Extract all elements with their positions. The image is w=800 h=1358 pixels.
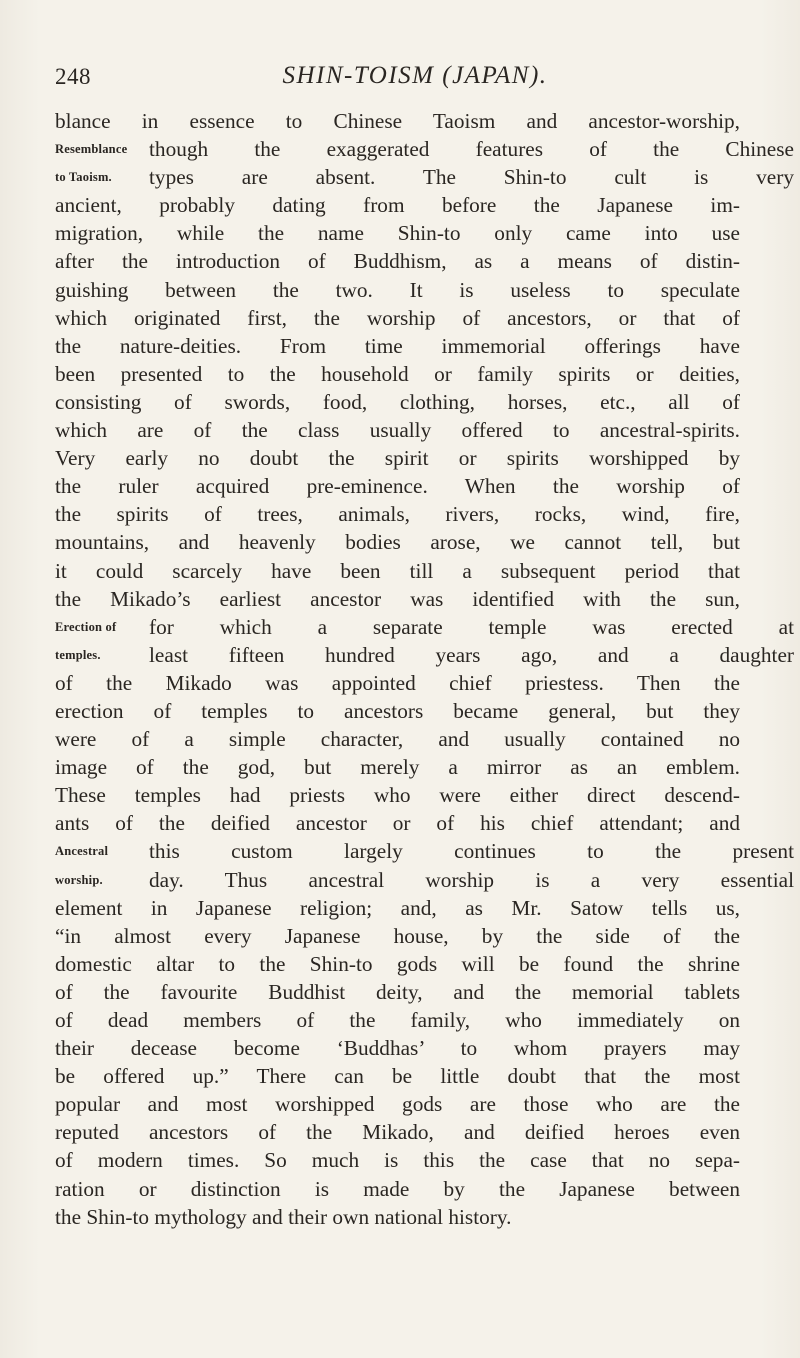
- line-text: the nature-deities. From time immemorial offerings have: [55, 333, 740, 358]
- text-line: [55, 444, 795, 472]
- line-text: ancient, probably dating from before the Japanese im-: [55, 193, 740, 218]
- text-line: [55, 1034, 795, 1062]
- text-line: [55, 1146, 795, 1174]
- line-text: been presented to the household or family spirits or deities,: [55, 361, 740, 386]
- marginal-note: to Taoism.: [55, 170, 112, 185]
- text-line: [55, 304, 795, 332]
- line-text: types are absent. The Shin-to cult is very: [149, 165, 794, 190]
- text-line: [55, 332, 795, 360]
- line-text: image of the god, but merely a mirror as an emblem.: [55, 755, 740, 780]
- text-line: [55, 641, 795, 669]
- line-text: this custom largely continues to the present: [149, 839, 794, 864]
- line-text: the ruler acquired pre-eminence. When the worship of: [55, 474, 740, 499]
- line-text: the spirits of trees, animals, rivers, rocks, wind, fire,: [55, 502, 740, 527]
- line-text: day. Thus ancestral worship is a very essential: [149, 867, 794, 892]
- line-text: be offered up.” There can be little doubt that the most: [55, 1064, 740, 1089]
- text-line: [55, 866, 795, 894]
- line-text: blance in essence to Chinese Taoism and ancestor-worship,: [55, 109, 740, 133]
- line-text: of the Mikado was appointed chief priestess. Then the: [55, 670, 740, 695]
- text-line: [55, 894, 795, 922]
- text-line: [55, 697, 795, 725]
- text-line: [55, 276, 795, 304]
- text-line: [55, 837, 795, 865]
- text-line: [55, 1118, 795, 1146]
- text-line: [55, 1062, 795, 1090]
- line-text: “in almost every Japanese house, by the side of the: [55, 923, 740, 948]
- line-text: of dead members of the family, who immediately on: [55, 1008, 740, 1032]
- line-text: though the exaggerated features of the Chinese: [149, 137, 794, 162]
- text-line: [55, 669, 795, 697]
- marginal-note: Ancestral: [55, 844, 109, 859]
- text-line: [55, 416, 795, 444]
- line-text: least fifteen hundred years ago, and a daughter: [149, 642, 794, 667]
- line-text: mountains, and heavenly bodies arose, we cannot tell, but: [55, 530, 740, 555]
- line-text: erection of temples to ancestors became general, but they: [55, 698, 740, 723]
- text-line: [55, 163, 795, 191]
- line-text: for which a separate temple was erected at: [149, 614, 794, 639]
- line-text: guishing between the two. It is useless to speculate: [55, 277, 740, 302]
- line-text: popular and most worshipped gods are those who are the: [55, 1092, 740, 1117]
- text-line: [55, 247, 795, 275]
- marginal-note: worship.: [55, 872, 103, 887]
- marginal-note: Erection of: [55, 619, 117, 634]
- line-text: the Shin-to mythology and their own national history.: [55, 1204, 512, 1229]
- running-title: SHIN-TOISM (JAPAN).: [282, 62, 548, 89]
- text-line: [55, 781, 795, 809]
- marginal-note: Resemblance: [55, 142, 128, 157]
- text-line: [55, 922, 795, 950]
- text-line: [55, 753, 795, 781]
- line-text: the Mikado’s earliest ancestor was identified with the sun,: [55, 586, 740, 611]
- text-line: [55, 978, 795, 1006]
- text-line: [55, 500, 795, 528]
- line-text: it could scarcely have been till a subsequent period that: [55, 558, 740, 583]
- line-text: consisting of swords, food, clothing, horses, etc., all of: [55, 389, 740, 414]
- text-line: [55, 1203, 795, 1231]
- text-line: [55, 472, 795, 500]
- text-line: [55, 950, 795, 978]
- text-line: [55, 557, 795, 585]
- marginal-note: temples.: [55, 647, 101, 662]
- line-text: of modern times. So much is this the case that no sepa-: [55, 1148, 740, 1173]
- line-text: of the favourite Buddhist deity, and the memorial tablets: [55, 979, 740, 1004]
- text-line: [55, 585, 795, 613]
- text-line: [55, 613, 795, 641]
- text-line: [55, 135, 795, 163]
- text-line: [55, 809, 795, 837]
- line-text: ants of the deified ancestor or of his chief attendant; and: [55, 811, 740, 836]
- text-line: [55, 388, 795, 416]
- line-text: Very early no doubt the spirit or spirits worshipped by: [55, 446, 740, 471]
- running-head: [55, 60, 795, 96]
- line-text: after the introduction of Buddhism, as a means of distin-: [55, 249, 740, 274]
- page-number: 248: [55, 64, 91, 89]
- text-line: [55, 191, 795, 219]
- line-text: domestic altar to the Shin-to gods will be found the shrine: [55, 951, 740, 976]
- text-line: [55, 219, 795, 247]
- line-text: reputed ancestors of the Mikado, and deified heroes even: [55, 1120, 740, 1145]
- line-text: which originated first, the worship of ancestors, or that of: [55, 305, 740, 330]
- line-text: were of a simple character, and usually contained no: [55, 727, 740, 752]
- text-line: [55, 1006, 795, 1034]
- text-line: [55, 107, 795, 135]
- line-text: their decease become ‘Buddhas’ to whom prayers may: [55, 1036, 740, 1061]
- line-text: ration or distinction is made by the Japanese between: [55, 1176, 740, 1201]
- text-line: [55, 1090, 795, 1118]
- text-line: [55, 725, 795, 753]
- text-line: [55, 360, 795, 388]
- text-line: [55, 1175, 795, 1203]
- text-line: [55, 528, 795, 556]
- line-text: These temples had priests who were either direct descend-: [55, 783, 740, 808]
- line-text: which are of the class usually offered to ancestral-spirits.: [55, 418, 740, 443]
- line-text: element in Japanese religion; and, as Mr. Satow tells us,: [55, 895, 740, 920]
- body-text: [55, 107, 795, 1231]
- line-text: migration, while the name Shin-to only came into use: [55, 221, 740, 246]
